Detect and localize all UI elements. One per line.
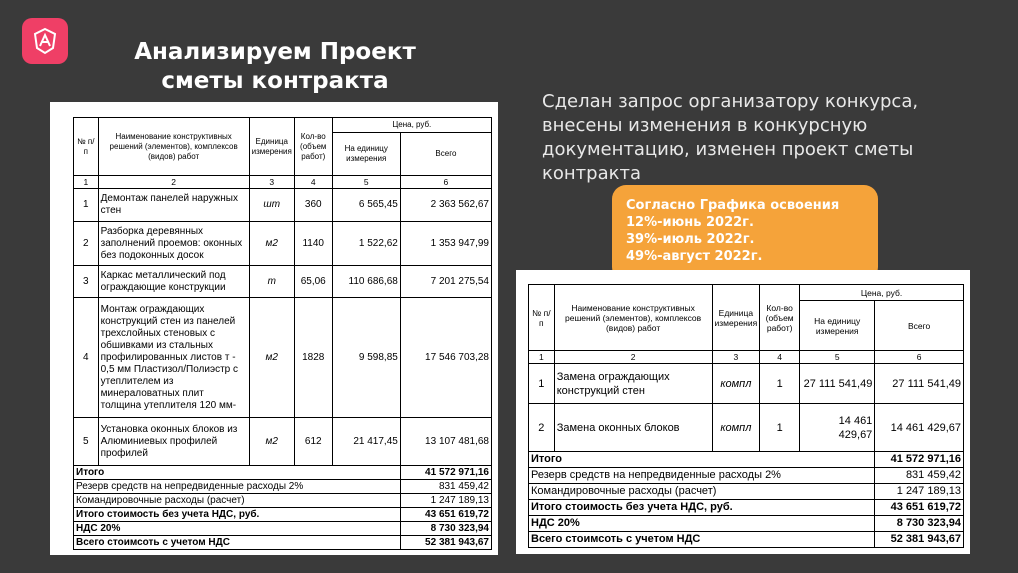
cell-total: 7 201 275,54: [400, 266, 491, 298]
summary-row: [74, 522, 492, 536]
col-number: 6: [400, 176, 491, 189]
col-number: 3: [712, 351, 760, 364]
summary-label: НДС 20%: [529, 516, 875, 532]
summary-label: Итого: [74, 466, 401, 480]
header-unit: Единица измерения: [249, 118, 294, 176]
summary-row: [74, 508, 492, 522]
header-num: № п/п: [529, 285, 555, 351]
table-row: [74, 418, 492, 466]
emblem-icon: [30, 26, 60, 56]
cell-num: 2: [74, 222, 99, 266]
summary-value: 52 381 943,67: [875, 532, 964, 548]
cell-unit: компл: [712, 364, 760, 404]
summary-row: [74, 536, 492, 550]
header-per-unit: На единицу измерения: [332, 133, 400, 176]
table-row: [74, 266, 492, 298]
summary-row: [74, 480, 492, 494]
summary-row: [529, 500, 964, 516]
col-number: 1: [74, 176, 99, 189]
cell-unit: компл: [712, 404, 760, 452]
summary-row: [74, 494, 492, 508]
cell-unit: м2: [249, 298, 294, 418]
header-num: № п/п: [74, 118, 99, 176]
cell-price: 6 565,45: [332, 189, 400, 222]
cell-qty: 1140: [294, 222, 332, 266]
cell-num: 1: [529, 364, 555, 404]
header-unit: Единица измерения: [712, 285, 760, 351]
cell-total: 1 353 947,99: [400, 222, 491, 266]
table-row: [74, 189, 492, 222]
estimate-table-revised: [528, 284, 964, 548]
col-number: 4: [760, 351, 800, 364]
summary-value: 43 651 619,72: [875, 500, 964, 516]
header-qty: Кол-во (объем работ): [760, 285, 800, 351]
summary-label: НДС 20%: [74, 522, 401, 536]
summary-label: Командировочные расходы (расчет): [529, 484, 875, 500]
estimate-table-original: [73, 117, 492, 550]
summary-label: Всего стоимсоть с учетом НДС: [74, 536, 401, 550]
cell-price: 9 598,85: [332, 298, 400, 418]
cell-num: 3: [74, 266, 99, 298]
table-row: [529, 404, 964, 452]
summary-value: 41 572 971,16: [875, 452, 964, 468]
header-price: Цена, руб.: [332, 118, 491, 133]
summary-value: 52 381 943,67: [400, 536, 491, 550]
summary-row: [529, 532, 964, 548]
estimate-sheet-original: [50, 102, 498, 555]
summary-row: [529, 484, 964, 500]
cell-name: Демонтаж панелей наружных стен: [98, 189, 249, 222]
summary-value: 8 730 323,94: [875, 516, 964, 532]
cell-name: Установка оконных блоков из Алюминиевых профилей профилей: [98, 418, 249, 466]
cell-unit: м2: [249, 222, 294, 266]
col-number: 1: [529, 351, 555, 364]
table-row: [74, 298, 492, 418]
summary-row: [529, 516, 964, 532]
cell-total: 14 461 429,67: [875, 404, 964, 452]
cell-name: Монтаж ограждающих конструкций стен из панелей трехслойных стеновых с обшивками из стальных профилированных листов т - 0,5 мм Пластизол/Полиэстр с утеплителем из минераловатных плит толщина утеплителя 120 мм-: [98, 298, 249, 418]
summary-row: [529, 468, 964, 484]
col-number: 5: [332, 176, 400, 189]
summary-value: 43 651 619,72: [400, 508, 491, 522]
cell-qty: 612: [294, 418, 332, 466]
summary-label: Резерв средств на непредвиденные расходы 2%: [529, 468, 875, 484]
header-name: Наименование конструктивных решений (элементов), комплексов (видов) работ: [98, 118, 249, 176]
table-row: [74, 222, 492, 266]
column-numbers-row: [529, 351, 964, 364]
schedule-callout: [612, 185, 878, 281]
col-number: 6: [875, 351, 964, 364]
summary-label: Командировочные расходы (расчет): [74, 494, 401, 508]
summary-value: 1 247 189,13: [875, 484, 964, 500]
summary-label: Итого стоимость без учета НДС, руб.: [74, 508, 401, 522]
cell-total: 27 111 541,49: [875, 364, 964, 404]
cell-qty: 1: [760, 364, 800, 404]
summary-label: Резерв средств на непредвиденные расходы 2%: [74, 480, 401, 494]
cell-num: 1: [74, 189, 99, 222]
callout-line: 12%-июнь 2022г.: [626, 215, 754, 230]
cell-qty: 65,06: [294, 266, 332, 298]
header-qty: Кол-во (объем работ): [294, 118, 332, 176]
cell-num: 4: [74, 298, 99, 418]
header-total: Всего: [875, 301, 964, 351]
cell-price: 1 522,62: [332, 222, 400, 266]
page-title: [110, 38, 440, 96]
cell-name: Замена ограждающих конструкций стен: [554, 364, 712, 404]
col-number: 5: [800, 351, 875, 364]
cell-qty: 1828: [294, 298, 332, 418]
cell-price: 110 686,68: [332, 266, 400, 298]
cell-qty: 1: [760, 404, 800, 452]
description-text: Сделан запрос организатору конкурса, внесены изменения в конкурсную документацию, изменен проект сметы контракта: [542, 91, 919, 184]
summary-value: 41 572 971,16: [400, 466, 491, 480]
cell-name: Замена оконных блоков: [554, 404, 712, 452]
callout-line: 49%-август 2022г.: [626, 249, 763, 264]
callout-line: Согласно Графика освоения: [626, 198, 840, 213]
cell-unit: шт: [249, 189, 294, 222]
cell-unit: м2: [249, 418, 294, 466]
summary-row: [529, 452, 964, 468]
col-number: 2: [554, 351, 712, 364]
col-number: 4: [294, 176, 332, 189]
callout-line: 39%-июль 2022г.: [626, 232, 755, 247]
header-total: Всего: [400, 133, 491, 176]
summary-label: Итого: [529, 452, 875, 468]
summary-value: 1 247 189,13: [400, 494, 491, 508]
summary-value: 831 459,42: [400, 480, 491, 494]
cell-total: 13 107 481,68: [400, 418, 491, 466]
cell-qty: 360: [294, 189, 332, 222]
cell-num: 5: [74, 418, 99, 466]
logo: [22, 18, 68, 64]
cell-unit: т: [249, 266, 294, 298]
summary-value: 831 459,42: [875, 468, 964, 484]
summary-label: Всего стоимсоть с учетом НДС: [529, 532, 875, 548]
estimate-sheet-revised: [516, 270, 970, 554]
col-number: 3: [249, 176, 294, 189]
summary-label: Итого стоимость без учета НДС, руб.: [529, 500, 875, 516]
table-row: [529, 364, 964, 404]
col-number: 2: [98, 176, 249, 189]
summary-row: [74, 466, 492, 480]
cell-price: 14 461 429,67: [800, 404, 875, 452]
cell-total: 2 363 562,67: [400, 189, 491, 222]
column-numbers-row: [74, 176, 492, 189]
header-price: Цена, руб.: [800, 285, 964, 301]
summary-value: 8 730 323,94: [400, 522, 491, 536]
cell-total: 17 546 703,28: [400, 298, 491, 418]
cell-price: 21 417,45: [332, 418, 400, 466]
cell-num: 2: [529, 404, 555, 452]
title-line-1: Анализируем Проект: [134, 39, 416, 65]
cell-price: 27 111 541,49: [800, 364, 875, 404]
cell-name: Разборка деревянных заполнений проемов: оконных без подоконных досок: [98, 222, 249, 266]
title-line-2: сметы контракта: [161, 68, 389, 94]
cell-name: Каркас металлический под ограждающие конструкции: [98, 266, 249, 298]
header-name: Наименование конструктивных решений (элементов), комплексов (видов) работ: [554, 285, 712, 351]
header-per-unit: На единицу измерения: [800, 301, 875, 351]
